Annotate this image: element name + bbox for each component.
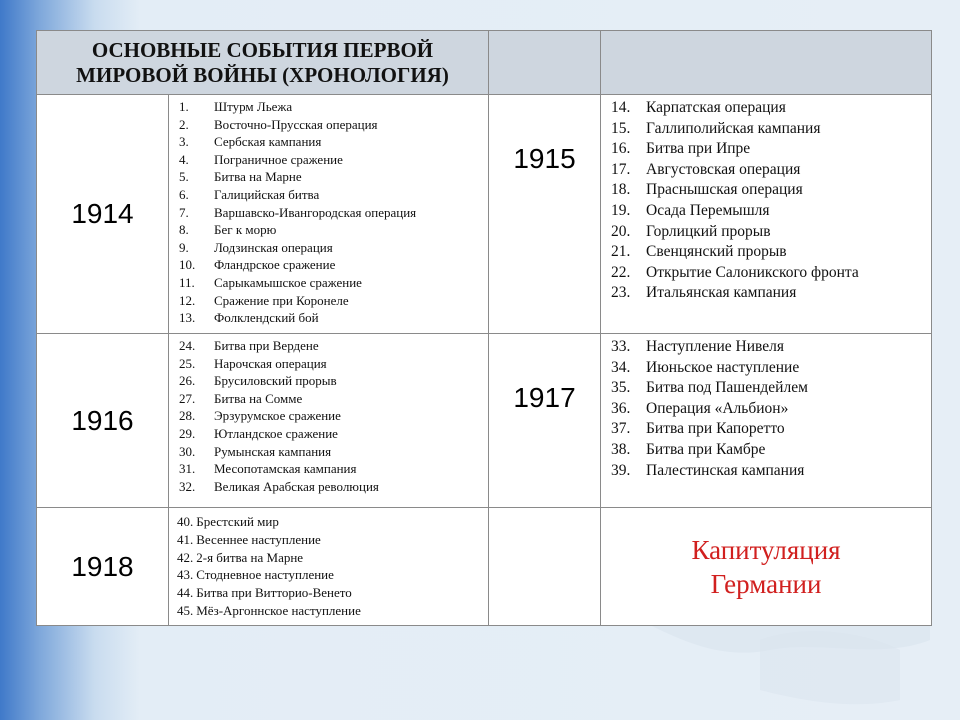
list-item [179,256,488,274]
event-number: 2. [179,116,189,132]
event-number: 1. [179,99,189,114]
list-item [611,419,931,440]
event-number: 29. [179,425,196,441]
event-number: 34. [611,358,631,376]
event-number: 16. [611,140,631,158]
list-item [177,531,488,549]
list-item [611,222,931,243]
event-number: 24. [179,338,196,353]
capitulation-note [601,508,932,626]
event-title: Осада Перемышля [646,201,770,219]
event-title: Сражение при Коронеле [214,292,349,308]
list-item [179,355,488,373]
page-title [37,31,489,95]
event-title: Битва под Пашендейлем [646,379,808,397]
list-item [177,549,488,567]
list-item [611,160,931,181]
list-item [611,283,931,304]
list-item [611,201,931,222]
header-empty-cell-1 [489,31,601,95]
event-number: 43. [177,567,194,583]
event-title: Битва при Капоретто [646,420,785,438]
event-title: Свенцянский прорыв [646,243,787,261]
event-number: 12. [179,292,196,308]
list-item [179,168,488,186]
events-1916-list [169,334,488,495]
table-row [37,508,932,626]
event-title: Битва при Вердене [214,338,319,353]
list-item [179,478,488,496]
list-item [611,440,931,461]
event-title: Месопотамская кампания [214,461,357,477]
event-number: 18. [611,181,631,199]
event-number: 3. [179,134,189,150]
event-number: 5. [179,169,189,185]
event-number: 28. [179,408,196,424]
list-item [179,443,488,461]
title-line-2: МИРОВОЙ ВОЙНЫ (ХРОНОЛОГИЯ) [76,62,449,87]
list-item [611,461,931,482]
list-item [179,460,488,478]
event-number: 30. [179,443,196,459]
event-title: Наступление Нивеля [646,338,785,355]
event-number: 25. [179,355,196,371]
event-title: Ютландское сражение [214,425,338,441]
event-title: Сарыкамышское сражение [214,274,362,290]
list-item [179,204,488,222]
event-number: 20. [611,222,631,240]
list-item [179,337,488,355]
year-1918: 1918 [37,508,169,626]
event-title: Эрзурумское сражение [214,408,341,424]
event-number: 7. [179,204,189,220]
event-number: 26. [179,373,196,389]
event-number: 8. [179,222,189,238]
list-item [179,186,488,204]
event-title: Стодневное наступление [196,567,334,583]
event-title: Пограничное сражение [214,151,343,167]
year-1916: 1916 [37,334,169,508]
event-title: Палестинская кампания [646,461,805,479]
event-number: 6. [179,186,189,202]
event-title: Брусиловский прорыв [214,373,337,389]
title-line-1: ОСНОВНЫЕ СОБЫТИЯ ПЕРВОЙ [91,37,434,62]
event-number: 11. [179,274,195,290]
event-number: 10. [179,257,196,273]
list-item [179,239,488,257]
events-1915-list [601,95,931,304]
event-title: Фолклендский бой [214,310,319,326]
event-title: Карпатская операция [646,99,786,116]
list-item [179,151,488,169]
list-item [179,407,488,425]
list-item [611,119,931,140]
event-number: 45. [177,602,194,618]
event-title: Битва при Камбре [646,440,766,458]
event-title: Сербская кампания [214,134,322,150]
event-title: Весеннее наступление [196,531,321,547]
capitulation-line-2: Германии [710,568,822,599]
event-title: Открытие Салоникского фронта [646,263,859,281]
event-number: 39. [611,461,631,479]
event-title: Итальянская кампания [646,284,797,302]
event-title: Операция «Альбион» [646,399,789,417]
event-number: 36. [611,399,631,417]
event-title: Галицийская битва [214,186,320,202]
event-title: 2-я битва на Марне [196,549,304,565]
event-title: Нарочская операция [214,355,327,371]
list-item [611,139,931,160]
event-title: Июньское наступление [646,358,800,376]
event-title: Варшавско-Ивангородская операция [214,204,417,220]
event-title: Августовская операция [646,160,801,178]
list-item [179,292,488,310]
event-number: 44. [177,585,194,601]
empty-cell-1918 [489,508,601,626]
event-number: 21. [611,243,631,261]
chronology-table [36,30,932,626]
event-title: Брестский мир [196,514,279,529]
event-title: Праснышская операция [646,181,803,199]
table-header-row [37,31,932,95]
events-1918-list [169,508,488,620]
table-row [37,95,932,334]
list-item [611,399,931,420]
event-title: Бег к морю [214,222,277,238]
event-number: 41. [177,531,194,547]
event-title: Галлиполийская кампания [646,119,821,137]
list-item [179,372,488,390]
event-number: 23. [611,284,631,302]
event-title: Битва при Витторио-Венето [196,585,352,601]
events-1918-cell [169,508,489,626]
list-item [179,390,488,408]
event-number: 15. [611,119,631,137]
capitulation-line-1: Капитуляция [691,534,841,565]
event-number: 38. [611,440,631,458]
list-item [179,274,488,292]
table-row [37,334,932,508]
event-number: 37. [611,420,631,438]
event-title: Мёз-Аргоннское наступление [196,602,361,618]
event-number: 9. [179,239,189,255]
event-number: 40. [177,514,194,529]
event-number: 22. [611,263,631,281]
events-1914-list [169,95,488,327]
list-item [179,425,488,443]
event-number: 17. [611,160,631,178]
event-number: 19. [611,201,631,219]
year-1914: 1914 [37,95,169,334]
list-item [177,513,488,531]
events-1916-cell [169,334,489,508]
list-item [179,309,488,327]
event-number: 31. [179,461,196,477]
year-1917: 1917 [489,334,601,508]
event-number: 32. [179,478,196,494]
event-title: Битва при Ипре [646,140,751,158]
list-item [611,263,931,284]
list-item [179,98,488,116]
list-item [611,98,931,119]
events-1917-list [601,334,931,481]
event-title: Штурм Льежа [214,99,293,114]
list-item [611,358,931,379]
year-1915: 1915 [489,95,601,334]
event-title: Румынская кампания [214,443,332,459]
events-1915-cell [601,95,932,334]
event-title: Битва на Марне [214,169,302,185]
event-number: 4. [179,151,189,167]
list-item [611,242,931,263]
list-item [177,584,488,602]
list-item [179,116,488,134]
list-item [611,337,931,358]
event-number: 14. [611,99,631,116]
event-title: Битва на Сомме [214,390,303,406]
list-item [177,602,488,620]
list-item [611,378,931,399]
event-title: Великая Арабская революция [214,478,379,494]
event-number: 33. [611,338,631,355]
event-number: 27. [179,390,196,406]
header-empty-cell-2 [601,31,932,95]
event-number: 42. [177,549,194,565]
event-title: Восточно-Прусская операция [214,116,378,132]
list-item [179,221,488,239]
events-1914-cell [169,95,489,334]
list-item [177,566,488,584]
event-number: 35. [611,379,631,397]
event-number: 13. [179,310,196,326]
list-item [611,180,931,201]
event-title: Фландрское сражение [214,257,336,273]
events-1917-cell [601,334,932,508]
list-item [179,133,488,151]
event-title: Горлицкий прорыв [646,222,771,240]
event-title: Лодзинская операция [214,239,333,255]
